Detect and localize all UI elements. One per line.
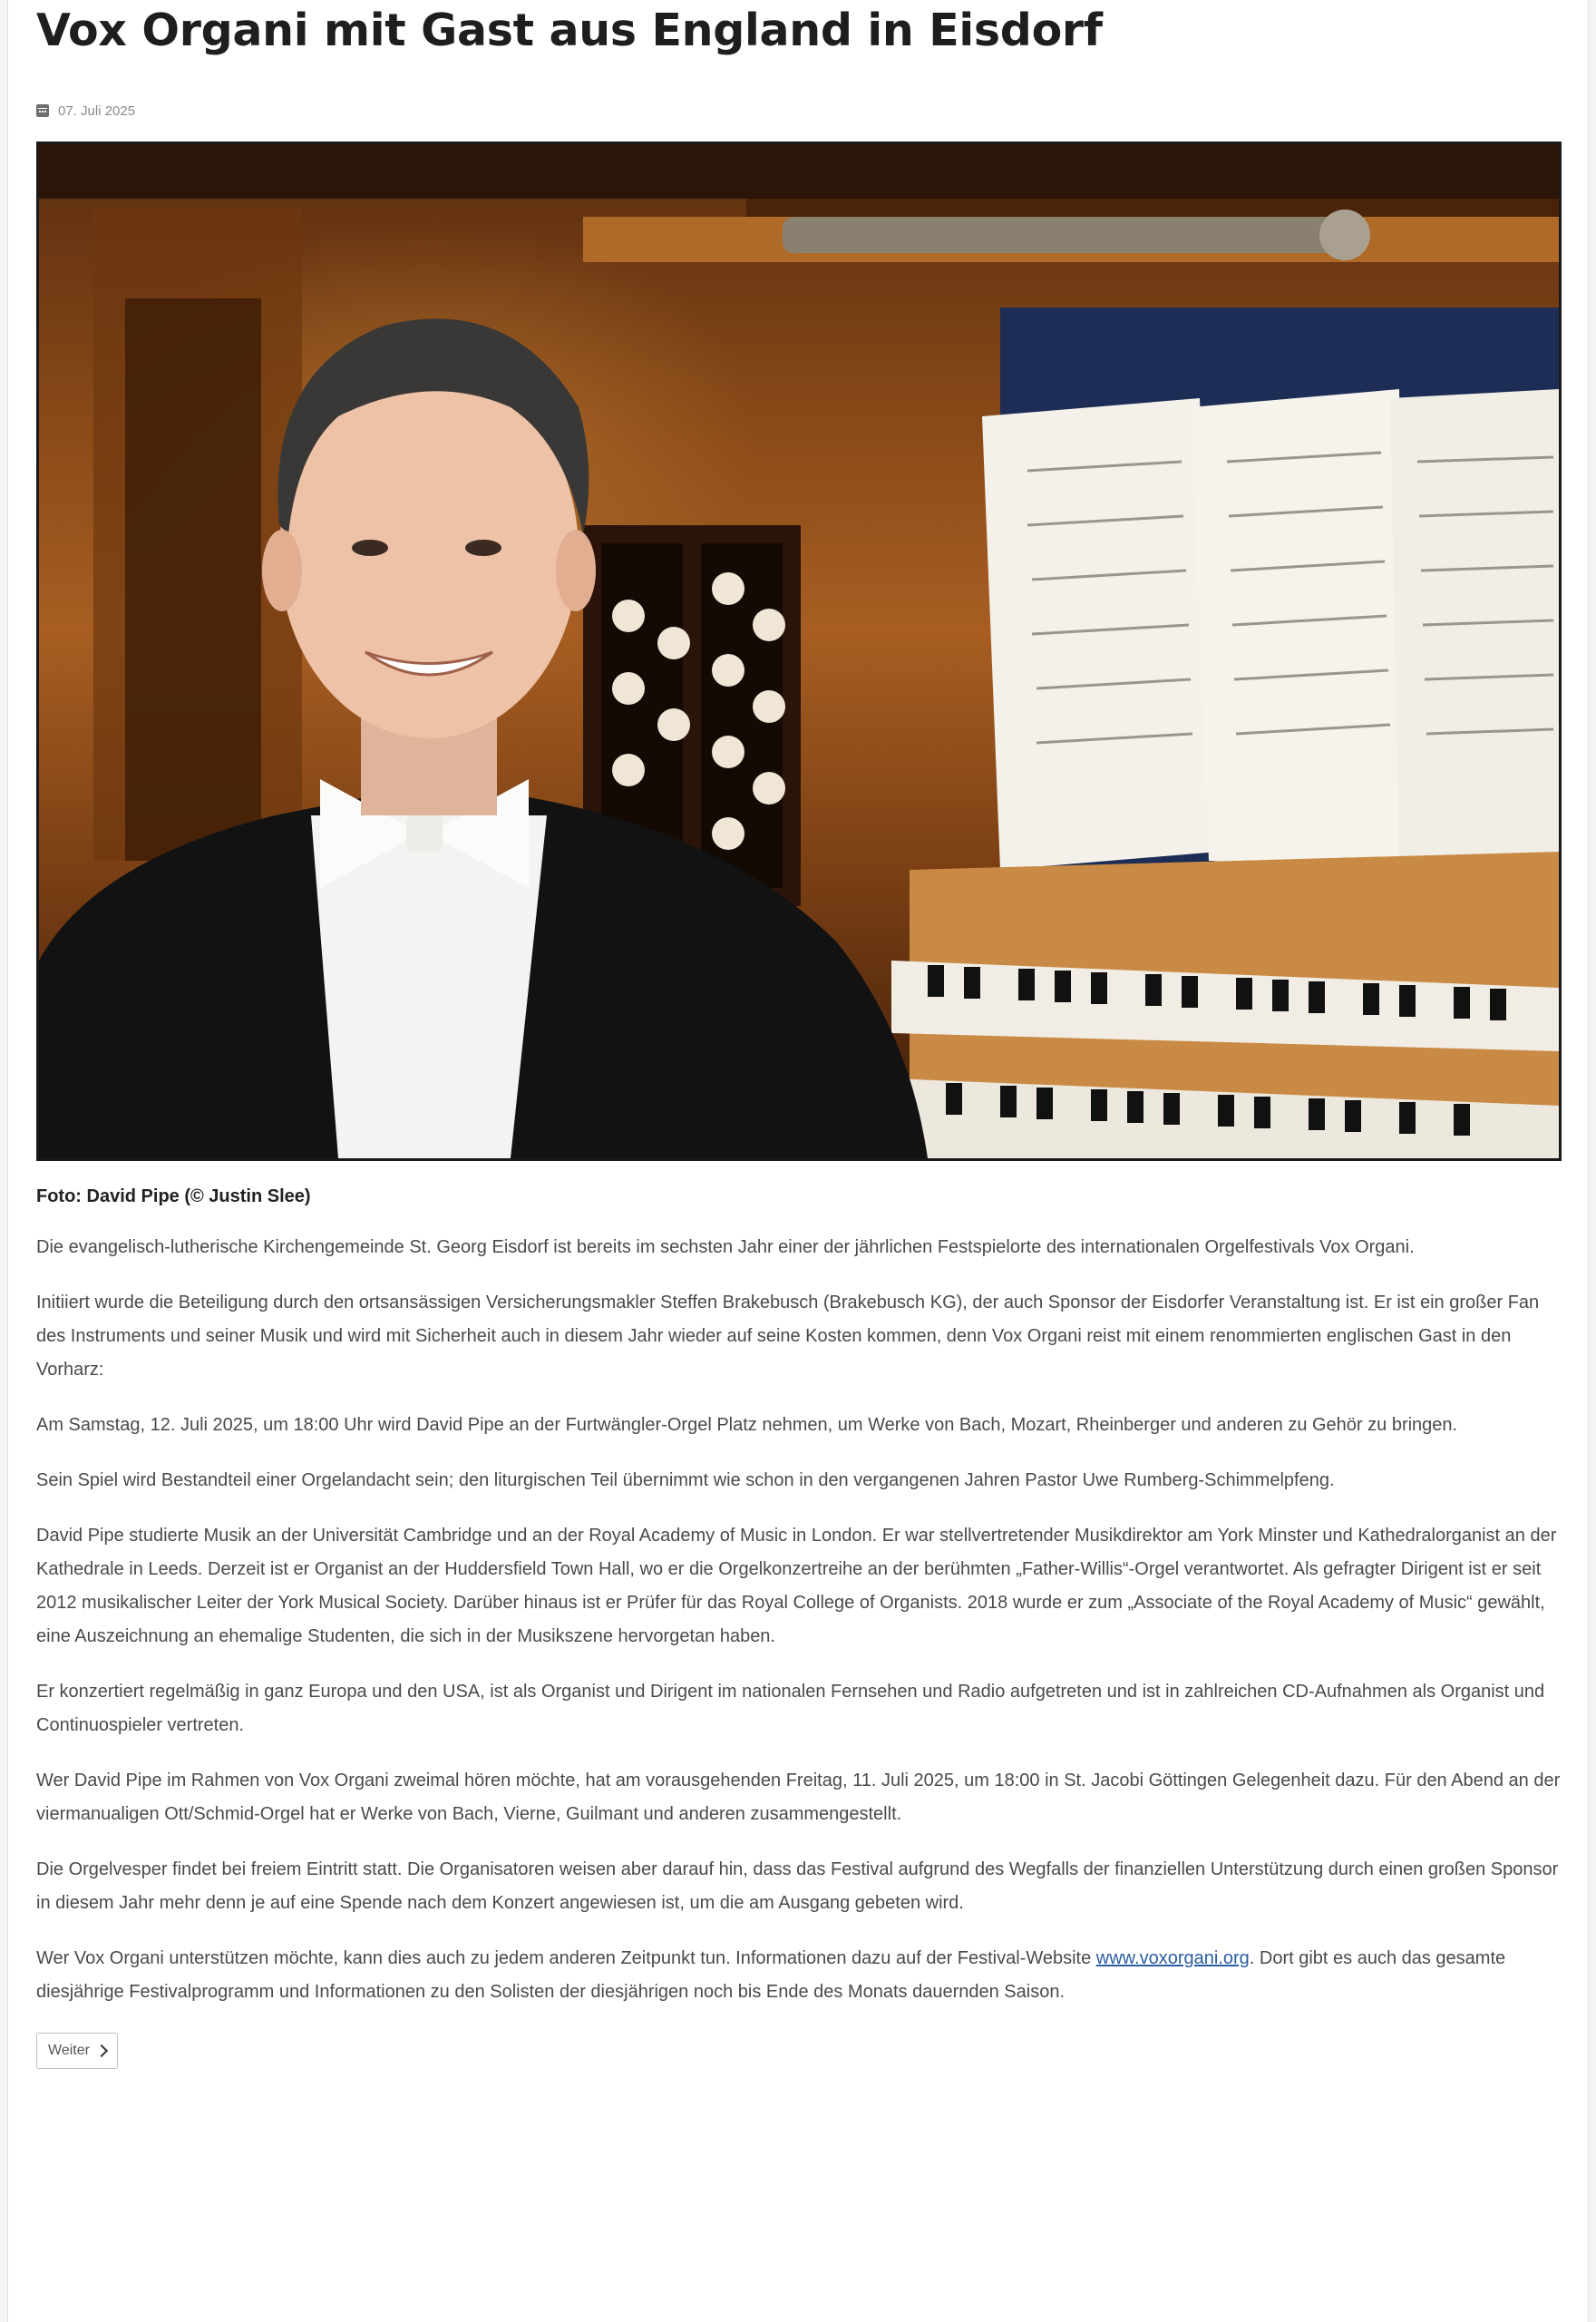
article-paragraph: Wer David Pipe im Rahmen von Vox Organi zweimal hören möchte, hat am vorausgehenden Freitag, 11. Juli 2025, um 18:00 in St. Jacobi Göttingen Gelegenheit dazu. Für den Abend an der viermanualigen Ott/Schmid-Orgel hat er Werke von Bach, Vierne, Guilmant und anderen zusammengestellt. xyxy=(36,1771,1561,1824)
article-paragraph: David Pipe studierte Musik an der Universität Cambridge und an der Royal Academy of Music in London. Er war stellvertretender Musikdirektor am York Minster und Kathedralorganist an der Kathedrale in Leeds. Derzeit ist er Organist an der Huddersfield Town Hall, wo er die Orgelkonzertreihe an der berühmten „Father-Willis“-Orgel verantwortet. Als gefragter Dirigent ist er seit 2012 musikalischer Leiter der York Musical Society. Darüber hinaus ist er Prüfer für das Royal College of Organists. 2018 wurde er zum „Associate of the Royal Academy of Music“ gewählt, eine Auszeichnung an ehemalige Studenten, die sich in der Musikszene hervorgetan haben. xyxy=(36,1526,1557,1646)
article-title: Vox Organi mit Gast aus England in Eisdorf xyxy=(36,5,1103,56)
article-dateline xyxy=(36,100,1569,122)
calendar-icon xyxy=(36,104,49,117)
article-paragraph: Sein Spiel wird Bestandteil einer Orgelandacht sein; den liturgischen Teil übernimmt wie schon in den vergangenen Jahren Pastor Uwe Rumberg-Schimmelpfeng. xyxy=(36,1470,1335,1490)
chevron-right-icon xyxy=(95,2044,108,2057)
article-paragraph: Er konzertiert regelmäßig in ganz Europa und den USA, ist als Organist und Dirigent im nationalen Fernsehen und Radio aufgetreten und ist in zahlreichen CD-Aufnahmen als Organist und Continuospieler vertreten. xyxy=(36,1682,1545,1735)
page xyxy=(7,0,1589,2322)
article-date: 07. Juli 2025 xyxy=(58,102,136,119)
paragraph-text: . Dort gibt es auch das gesamte diesjährige Festivalprogramm und Informationen zu den Solisten der diesjährigen noch bis Ende des Monats dauernden Saison. xyxy=(36,1948,1506,2002)
more-button-label: Weiter xyxy=(48,2043,90,2058)
more-button[interactable] xyxy=(36,2033,118,2069)
article-paragraph-last xyxy=(36,1942,1569,2009)
article-paragraph: Die Orgelvesper findet bei freiem Eintritt statt. Die Organisatoren weisen aber darauf hin, dass das Festival aufgrund des Wegfalls der finanziellen Unterstützung durch einen großen Sponsor in diesem Jahr mehr denn je auf eine Spende nach dem Konzert angewiesen ist, um die am Ausgang gebeten wird. xyxy=(36,1859,1559,1913)
article-paragraph: Am Samstag, 12. Juli 2025, um 18:00 Uhr wird David Pipe an der Furtwängler-Orgel Platz nehmen, um Werke von Bach, Mozart, Rheinberger und anderen zu Gehör zu bringen. xyxy=(36,1415,1458,1435)
article-body xyxy=(36,1231,1569,2009)
photo-caption: Foto: David Pipe (© Justin Slee) xyxy=(36,1186,311,1206)
article xyxy=(36,0,1569,2069)
article-paragraph: Initiiert wurde die Beteiligung durch den ortsansässigen Versicherungsmakler Steffen Brakebusch (Brakebusch KG), der auch Sponsor der Eisdorfer Veranstaltung ist. Er ist ein großer Fan des Instruments und seiner Musik und wird mit Sicherheit auch in diesem Jahr wieder auf seine Kosten kommen, denn Vox Organi reist mit einem renommierten englischen Gast in den Vorharz: xyxy=(36,1293,1540,1380)
article-paragraph: Die evangelisch-lutherische Kirchengemeinde St. Georg Eisdorf ist bereits im sechsten Jahr einer der jährlichen Festspielorte des internationalen Orgelfestivals Vox Organi. xyxy=(36,1237,1415,1257)
paragraph-text: Wer Vox Organi unterstützen möchte, kann dies auch zu jedem anderen Zeitpunkt tun. Informationen dazu auf der Festival-Website xyxy=(36,1948,1096,1968)
festival-website-link[interactable]: www.voxorgani.org xyxy=(1095,1948,1250,1968)
article-photo xyxy=(36,141,1562,1161)
photo-illustration xyxy=(39,144,1559,1158)
